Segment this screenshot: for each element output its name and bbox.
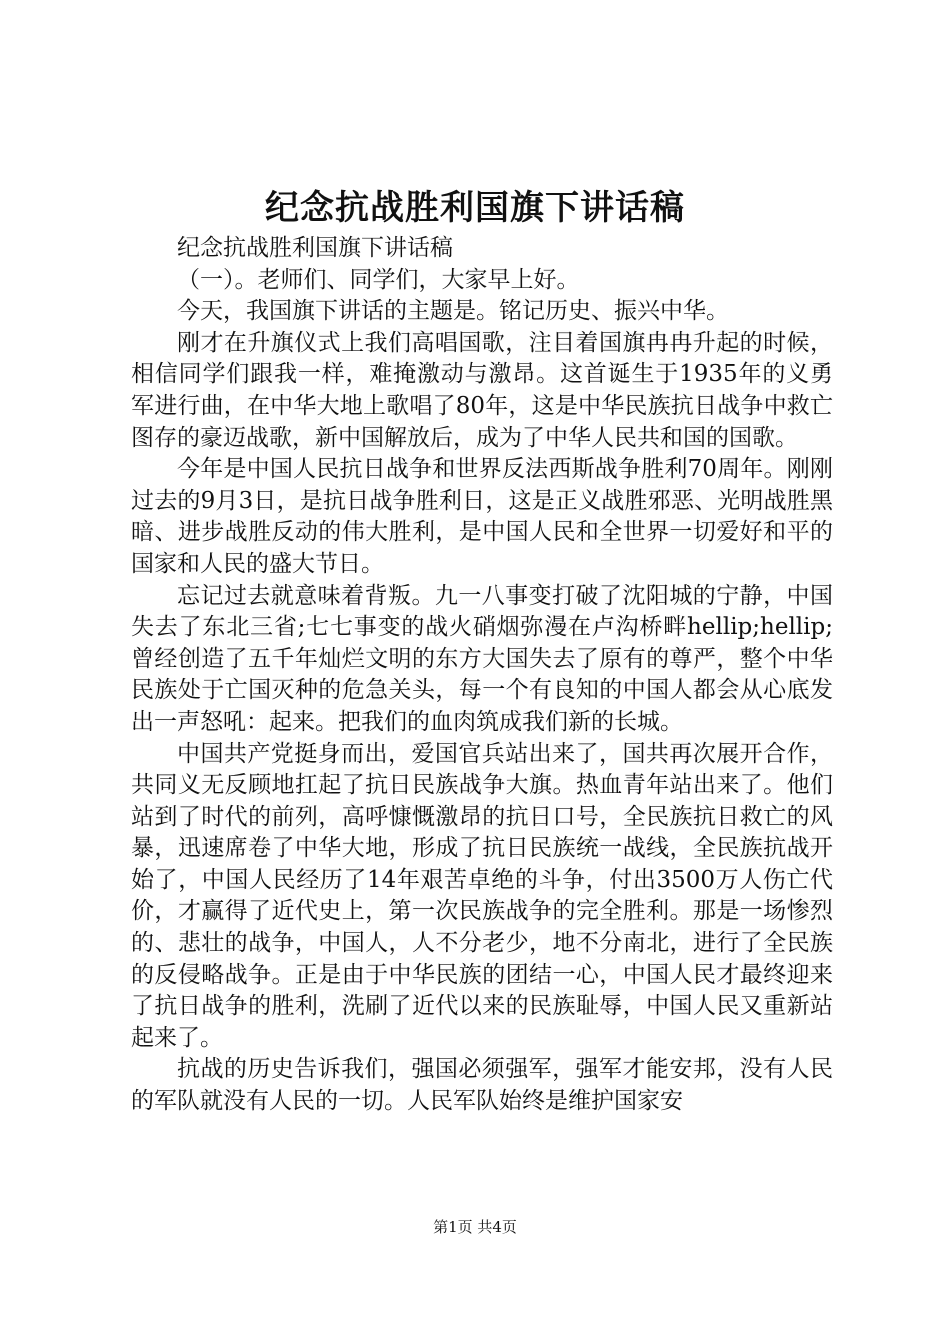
- paragraph-history: 忘记过去就意味着背叛。九一八事变打破了沈阳城的宁静，中国失去了东北三省;七七事变的战火硝烟弥漫在卢沟桥畔hellip;hellip;曾经创造了五千年灿烂文明的东方大国失去了原有的尊严，整个中华民族处于亡国灭种的危急关头，每一个有良知的中国人都会从心底发出一声怒吼：起来。把我们的血肉筑成我们新的长城。: [131, 582, 833, 735]
- paragraph-anthem: 刚才在升旗仪式上我们高唱国歌，注目着国旗冉冉升起的时候，相信同学们跟我一样，难掩激动与激昂。这首诞生于1935年的义勇军进行曲，在中华大地上歌唱了80年，这是中华民族抗日战争中救亡图存的豪迈战歌，新中国解放后，成为了中华人民共和国的国歌。: [131, 329, 833, 451]
- page-footer: 第1页 共4页: [433, 1218, 517, 1236]
- paragraph-greeting: （一）。老师们、同学们，大家早上好。: [177, 266, 580, 293]
- paragraph-anniversary: 今年是中国人民抗日战争和世界反法西斯战争胜利70周年。刚刚过去的9月3日，是抗日战争胜利日，这是正义战胜邪恶、光明战胜黑暗、进步战胜反动的伟大胜利，是中国人民和全世界一切爱好和平的国家和人民的盛大节日。: [131, 456, 833, 577]
- paragraph-theme: 今天，我国旗下讲话的主题是。铭记历史、振兴中华。: [177, 298, 729, 325]
- document-body: [131, 233, 833, 1118]
- document-title: 纪念抗战胜利国旗下讲话稿: [265, 188, 685, 228]
- paragraph-army: 抗战的历史告诉我们，强国必须强军，强军才能安邦，没有人民的军队就没有人民的一切。人民军队始终是维护国家安: [131, 1056, 833, 1115]
- paragraph-resistance: 中国共产党挺身而出，爱国官兵站出来了，国共再次展开合作，共同义无反顾地扛起了抗日民族战争大旗。热血青年站出来了。他们站到了时代的前列，高呼慷慨激昂的抗日口号，全民族抗日救亡的风暴，迅速席卷了中华大地，形成了抗日民族统一战线，全民族抗战开始了，中国人民经历了14年艰苦卓绝的斗争，付出3500万人伤亡代价，才赢得了近代史上，第一次民族战争的完全胜利。那是一场惨烈的、悲壮的战争，中国人，人不分老少，地不分南北，进行了全民族的反侵略战争。正是由于中华民族的团结一心，中国人民才最终迎来了抗日战争的胜利，洗刷了近代以来的民族耻辱，中国人民又重新站起来了。: [131, 740, 833, 1051]
- paragraph-subtitle: 纪念抗战胜利国旗下讲话稿: [177, 235, 453, 261]
